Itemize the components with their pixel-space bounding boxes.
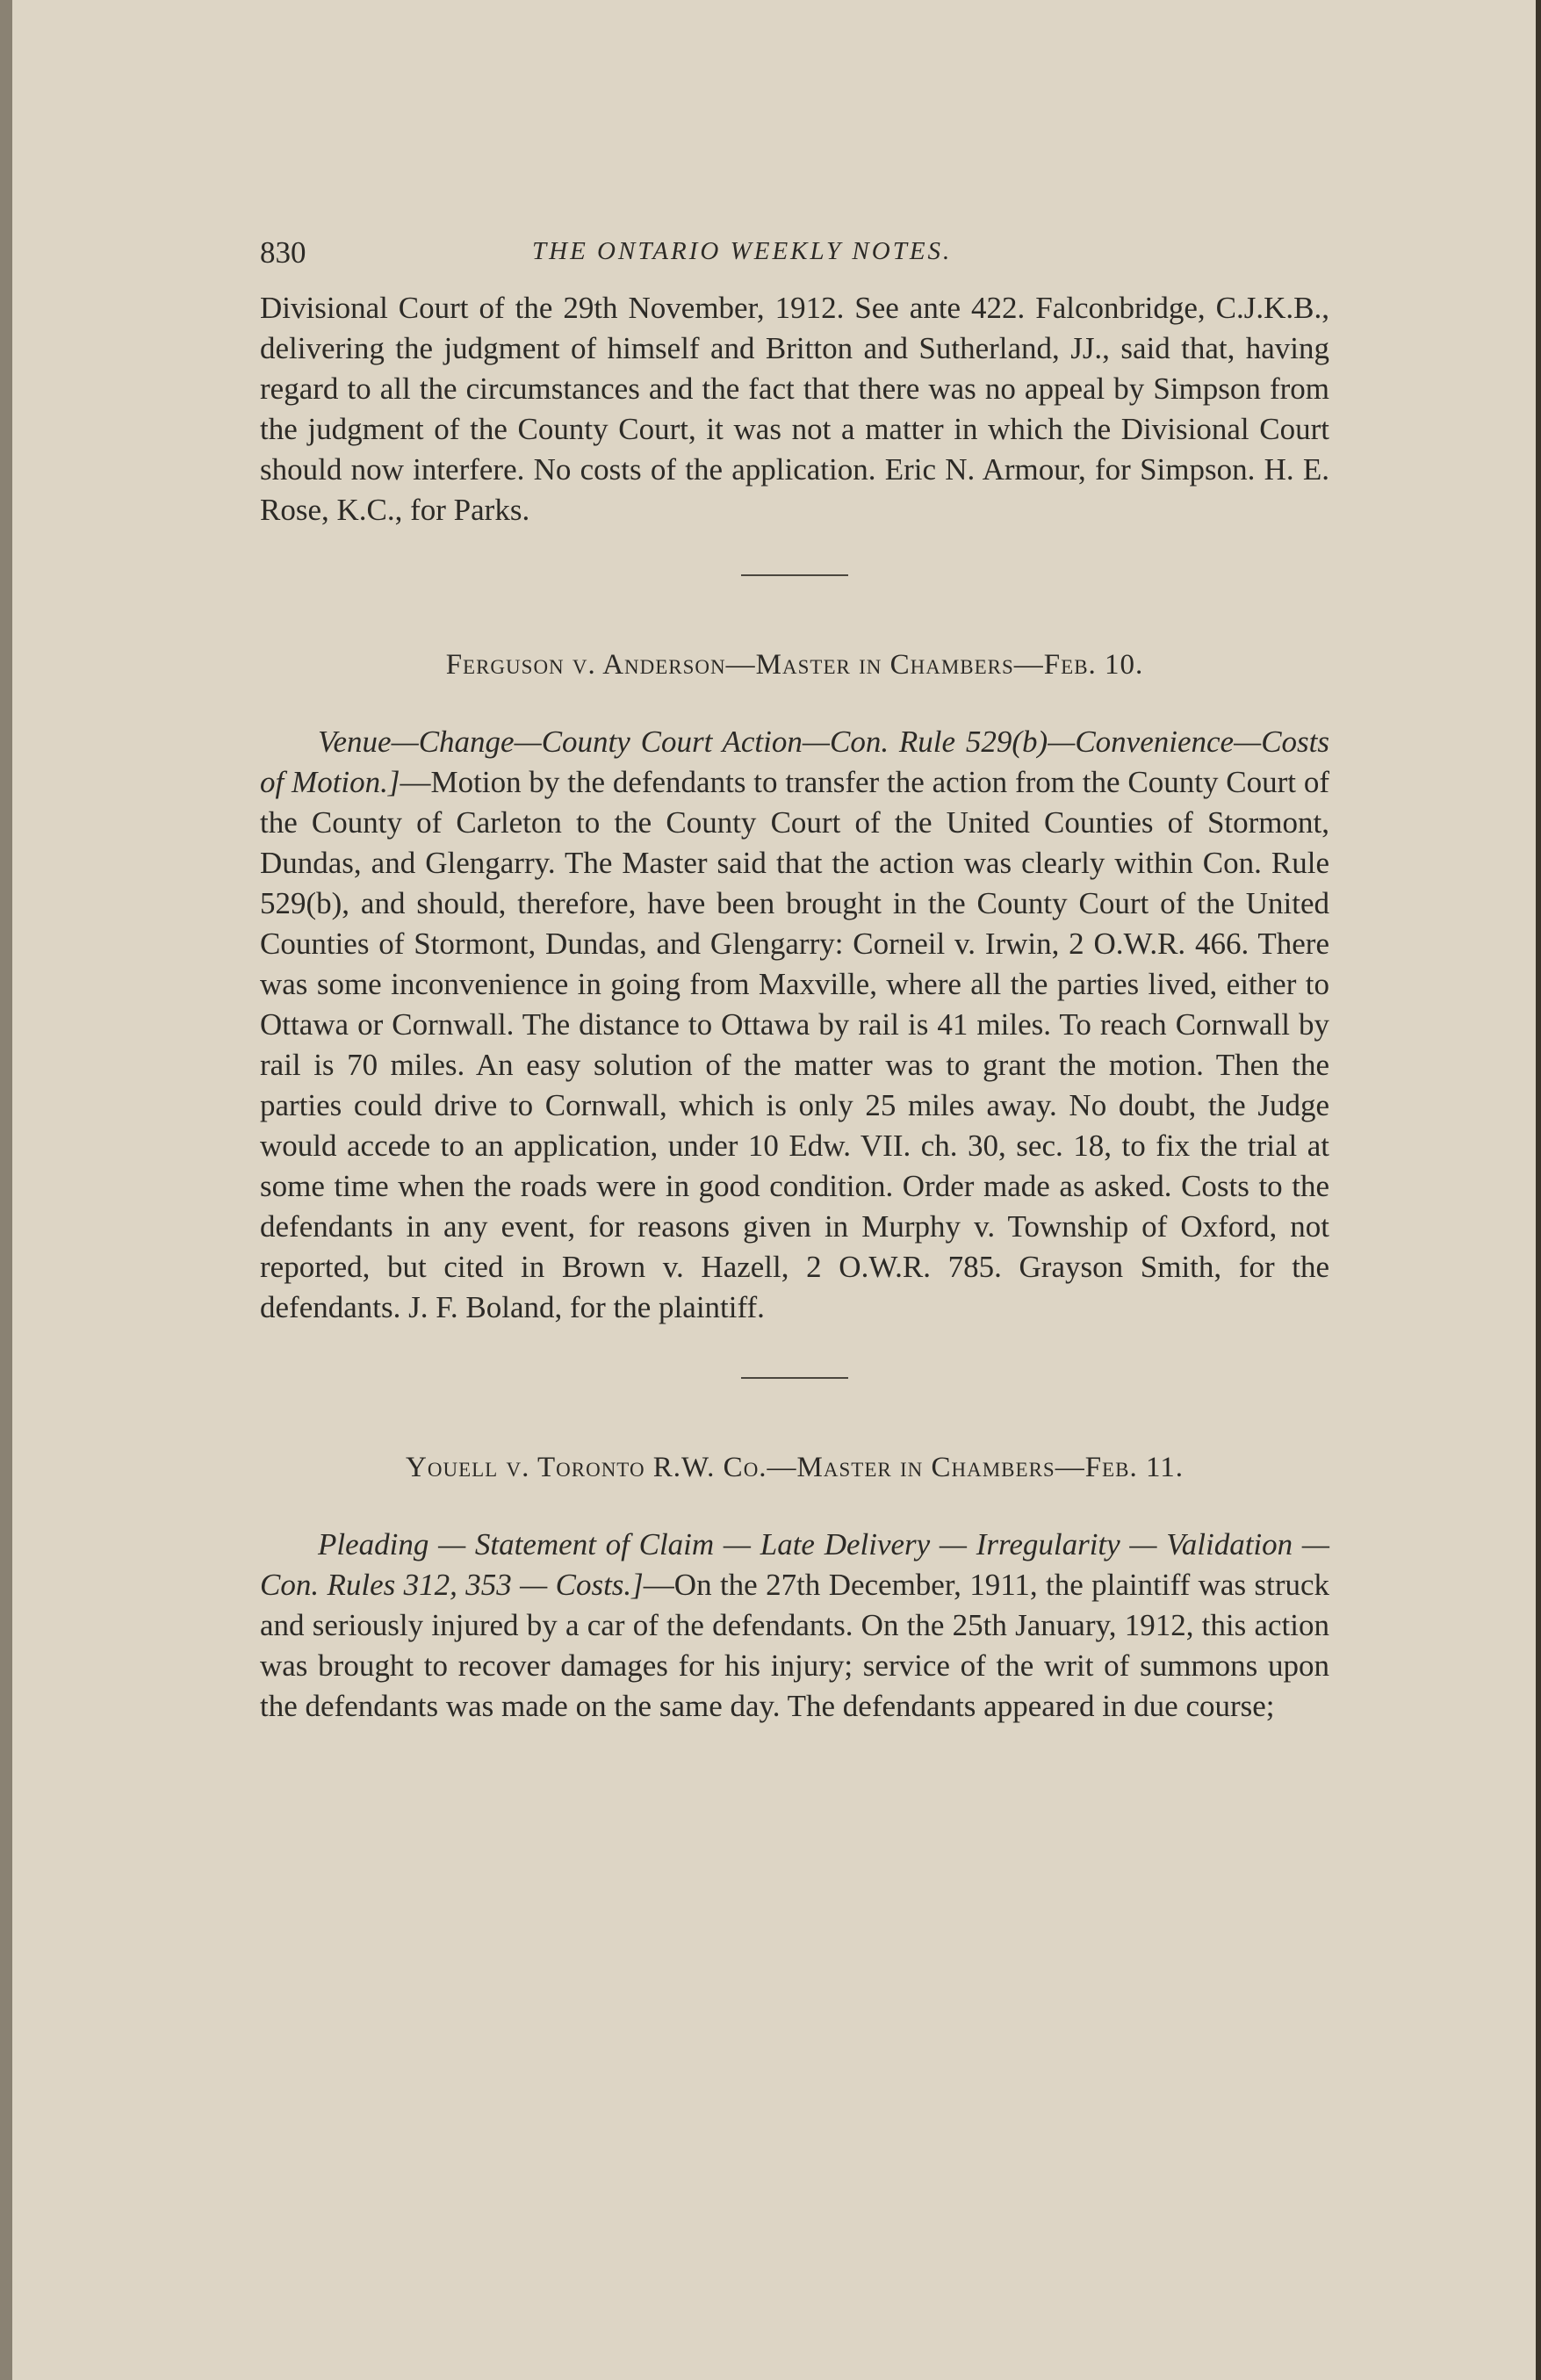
case3-body: —On the 27th December, 1911, the plaintiff was struck and seriously injured by a car of the defendants. On the 25th January, 1912, this action was brought to recover damages for his injury; service of the writ of summons upon the defendants was made on the same day. The defendants appeared in due course; — [260, 1568, 1330, 1723]
case3-headnote: Pleading — Statement of Claim — Late Delivery — Irregularity — Validation — Con. Rules 312, 353 — Costs.] — [260, 1527, 1329, 1602]
case2-title: Ferguson v. Anderson—Master in Chambers—Feb. 10. — [445, 649, 1144, 681]
page-header — [260, 235, 1329, 288]
running-head: THE ONTARIO WEEKLY NOTES. — [532, 237, 953, 265]
case2-headnote: Venue—Change—County Court Action—Con. Rule 529(b)—Convenience—Costs of Motion.] — [260, 725, 1329, 799]
section-divider — [741, 1377, 848, 1379]
case3-title: Youell v. Toronto R.W. Co.—Master in Chambers—Feb. 11. — [406, 1452, 1184, 1483]
section1-paragraph: Divisional Court of the 29th November, 1912. See ante 422. Falconbridge, C.J.K.B., delivering the judgment of himself and Britton and Sutherland, JJ., said that, having regard to all the circumstances and the fact that there was no appeal by Simpson from the judgment of the County Court, it was not a matter in which the Divisional Court should now interfere. No costs of the application. Eric N. Armour, for Simpson. H. E. Rose, K.C., for Parks. — [260, 291, 1329, 527]
case2-body: —Motion by the defendants to transfer the action from the County Court of the County of Carleton to the County Court of the United Counties of Stormont, Dundas, and Glengarry. The Master said that the action was clearly within Con. Rule 529(b), and should, therefore, have been brought in the County Court of the United Counties of Stormont, Dundas, and Glengarry: Corneil v. Irwin, 2 O.W.R. 466. There was some inconvenience in going from Maxville, where all the parties lived, either to Ottawa or Cornwall. The distance to Ottawa by rail is 41 miles. To reach Cornwall by rail is 70 miles. An easy solution of the matter was to grant the motion. Then the parties could drive to Cornwall, which is only 25 miles away. No doubt, the Judge would accede to an application, under 10 Edw. VII. ch. 30, sec. 18, to fix the trial at some time when the roads were in good condition. Order made as asked. Costs to the defendants in any event, for reasons given in Murphy v. Township of Oxford, not reported, but cited in Brown v. Hazell, 2 O.W.R. 785. Grayson Smith, for the defendants. J. F. Boland, for the plaintiff. — [260, 765, 1329, 1324]
section-divider — [741, 574, 848, 576]
case3-paragraph — [260, 1525, 1329, 1727]
page-number: 830 — [260, 235, 306, 270]
case2-paragraph — [260, 722, 1329, 1328]
page-content — [260, 235, 1329, 1727]
